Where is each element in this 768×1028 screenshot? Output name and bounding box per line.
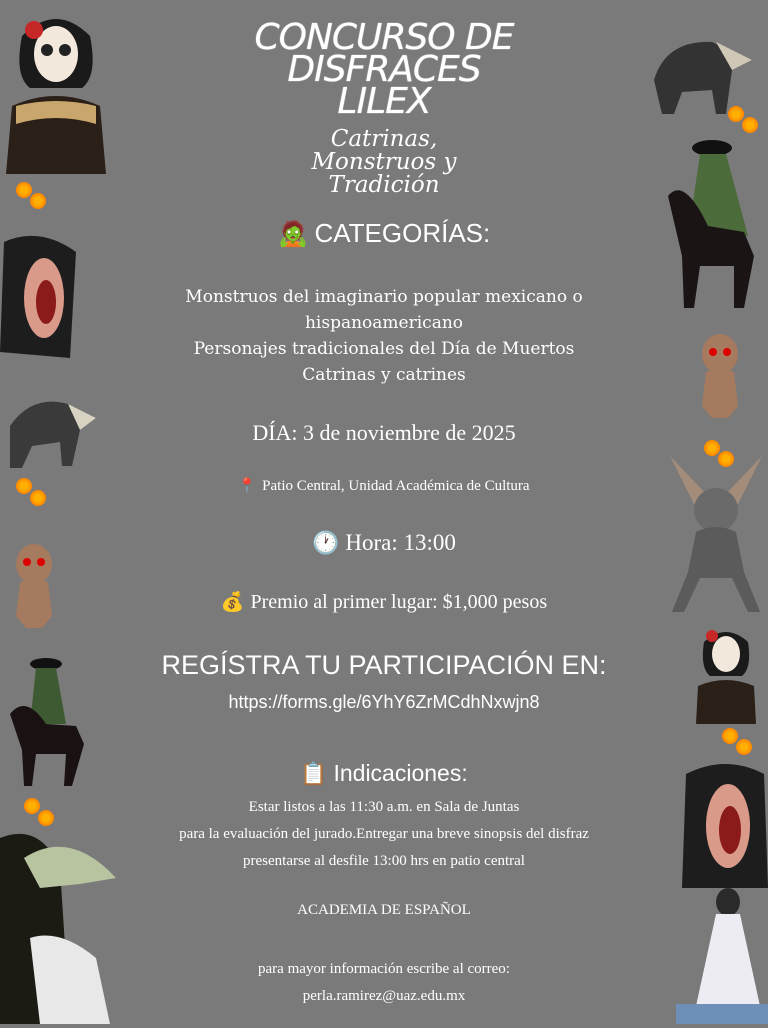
marigold-flower [16, 478, 32, 494]
wolf-creature-illustration-left [2, 386, 100, 470]
event-time-text: Hora: 13:00 [345, 530, 456, 555]
event-location-text: Patio Central, Unidad Académica de Cultura [262, 478, 530, 494]
categories-heading-text: CATEGORÍAS: [314, 218, 491, 248]
clipboard-icon: 📋 [300, 761, 328, 786]
subtitle-line: Monstruos y [311, 149, 457, 175]
category-line: hispanoamericano [304, 313, 464, 333]
small-goblin-illustration-left [8, 534, 60, 630]
marigold-flower [30, 490, 46, 506]
instructions-heading-text: Indicaciones: [333, 760, 468, 786]
horse-rider-illustration-left [6, 654, 88, 788]
catrina-illustration-top-left [2, 6, 110, 174]
registration-link[interactable]: https://forms.gle/6YhY6ZrMCdhNxwjn8 [228, 692, 540, 712]
contact-line: para mayor información escribe al correo: [258, 961, 510, 977]
contest-subtitle [160, 128, 608, 197]
money-bag-icon: 💰 [220, 592, 245, 613]
event-date: DÍA: 3 de noviembre de 2025 [252, 420, 516, 445]
marigold-flower [728, 106, 744, 122]
marigold-flower [736, 739, 752, 755]
contest-title [160, 17, 608, 122]
category-line: Personajes tradicionales del Día de Muertos [193, 339, 575, 359]
long-hair-monster-illustration-right [682, 760, 768, 888]
wolf-creature-illustration-top-right [646, 30, 756, 116]
title-line: CONCURSO DE [254, 17, 514, 58]
category-line: Monstruos del imaginario popular mexicano o [185, 287, 583, 307]
instructions-list [140, 794, 628, 875]
marigold-flower [742, 117, 758, 133]
catrina-illustration-right [694, 622, 758, 724]
chupacabra-illustration-right [664, 452, 768, 616]
subtitle-line: Tradición [328, 172, 440, 198]
instruction-line: presentarse al desfile 13:00 hrs en patio central [243, 853, 525, 869]
title-line: LILEX [337, 81, 431, 122]
long-hair-monster-illustration-left [0, 232, 80, 358]
instruction-line: para la evaluación del jurado.Entregar una breve sinopsis del disfraz [179, 826, 589, 842]
categories-heading [160, 218, 608, 249]
categories-list [160, 284, 608, 388]
organizer-academy: ACADEMIA DE ESPAÑOL [297, 902, 471, 918]
register-heading: REGÍSTRA TU PARTICIPACIÓN EN: [161, 650, 607, 680]
ghost-woman-illustration-bottom-right [676, 886, 768, 1024]
marigold-flower [24, 798, 40, 814]
bird-woman-illustration-bottom-left [0, 828, 128, 1024]
contact-email[interactable]: perla.ramirez@uaz.edu.mx [302, 988, 466, 1004]
prize-text: Premio al primer lugar: $1,000 pesos [250, 591, 548, 613]
marigold-flower [722, 728, 738, 744]
horse-rider-illustration-right [664, 136, 768, 310]
marigold-flower [16, 182, 32, 198]
pushpin-icon: 📍 [238, 478, 257, 494]
event-location [160, 478, 608, 495]
marigold-flower [30, 193, 46, 209]
zombie-icon: 🧟 [277, 221, 309, 248]
subtitle-line: Catrinas, [330, 126, 438, 152]
instruction-line: Estar listos a las 11:30 a.m. en Sala de Juntas [248, 799, 520, 815]
title-line: DISFRACES [287, 49, 481, 90]
small-goblin-illustration-right [694, 324, 746, 420]
clock-icon: 🕐 [312, 531, 340, 555]
marigold-flower [38, 810, 54, 826]
prize-info [160, 590, 608, 614]
category-line: Catrinas y catrines [302, 365, 466, 385]
instructions-heading [160, 760, 608, 787]
contact-info [160, 956, 608, 1010]
event-time [160, 530, 608, 556]
